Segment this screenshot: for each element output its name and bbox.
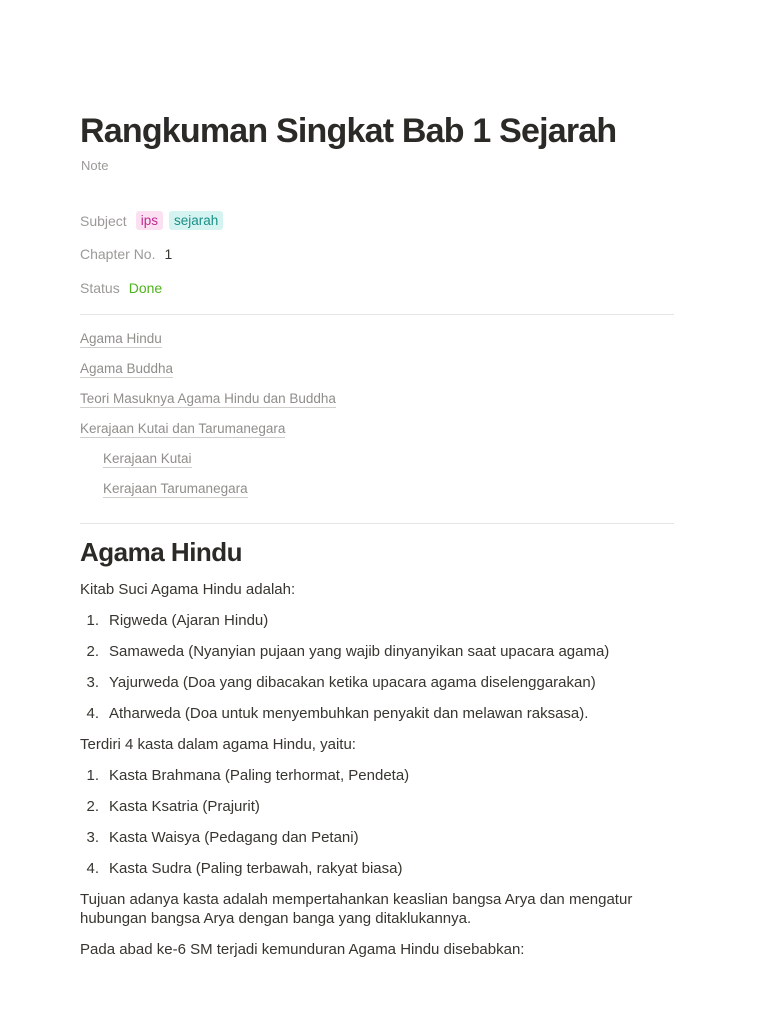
toc-divider: [80, 523, 674, 524]
toc-link-agama-hindu[interactable]: Agama Hindu: [80, 331, 162, 346]
toc-link-kerajaan-tarumanegara[interactable]: Kerajaan Tarumanegara: [103, 481, 248, 496]
section-heading: Agama Hindu: [80, 537, 243, 567]
chapter-label: Chapter No.: [80, 246, 156, 262]
list-item: 1. Rigweda (Ajaran Hindu): [86, 612, 269, 629]
tag-sejarah[interactable]: sejarah: [169, 211, 223, 230]
page-title: Rangkuman Singkat Bab 1 Sejarah: [80, 112, 617, 150]
chapter-value[interactable]: 1: [164, 246, 173, 262]
status-label: Status: [80, 280, 120, 296]
properties-divider: [80, 314, 674, 315]
table-of-contents: [80, 330, 336, 510]
list-item: 2. Kasta Ksatria (Prajurit): [86, 798, 260, 815]
subject-label: Subject: [80, 212, 127, 229]
tag-ips[interactable]: ips: [136, 211, 163, 230]
property-status[interactable]: [80, 280, 162, 296]
list-item: 4. Kasta Sudra (Paling terbawah, rakyat biasa): [86, 860, 403, 877]
list-item: 2. Samaweda (Nyanyian pujaan yang wajib dinyanyikan saat upacara agama): [86, 643, 610, 660]
toc-link-kerajaan-kutai-tarumanegara[interactable]: Kerajaan Kutai dan Tarumanegara: [80, 421, 286, 436]
kitab-list: [80, 611, 680, 723]
property-subject[interactable]: [80, 211, 229, 230]
doc-type-label: Note: [81, 158, 109, 173]
toc-link-agama-buddha[interactable]: Agama Buddha: [80, 361, 174, 376]
status-value[interactable]: Done: [128, 280, 163, 296]
list-item: 3. Yajurweda (Doa yang dibacakan ketika upacara agama diselenggarakan): [86, 674, 596, 691]
list-item: 4. Atharweda (Doa untuk menyembuhkan penyakit dan melawan raksasa).: [86, 705, 589, 722]
kitab-intro: Kitab Suci Agama Hindu adalah:: [80, 581, 296, 598]
kasta-list: [80, 766, 680, 878]
tujuan-kasta-paragraph: Tujuan adanya kasta adalah mempertahankan keaslian bangsa Arya dan mengatur hubungan bangsa Arya dengan banga yang ditaklukannya.: [80, 891, 633, 927]
list-item: 1. Kasta Brahmana (Paling terhormat, Pendeta): [86, 767, 410, 784]
kemunduran-paragraph: Pada abad ke-6 SM terjadi kemunduran Agama Hindu disebabkan:: [80, 941, 525, 958]
property-chapter[interactable]: [80, 246, 172, 262]
kasta-intro: Terdiri 4 kasta dalam agama Hindu, yaitu:: [80, 736, 356, 753]
toc-link-teori-masuknya[interactable]: Teori Masuknya Agama Hindu dan Buddha: [80, 391, 336, 406]
section-body: [80, 580, 680, 971]
list-item: 3. Kasta Waisya (Pedagang dan Petani): [86, 829, 359, 846]
toc-link-kerajaan-kutai[interactable]: Kerajaan Kutai: [103, 451, 192, 466]
